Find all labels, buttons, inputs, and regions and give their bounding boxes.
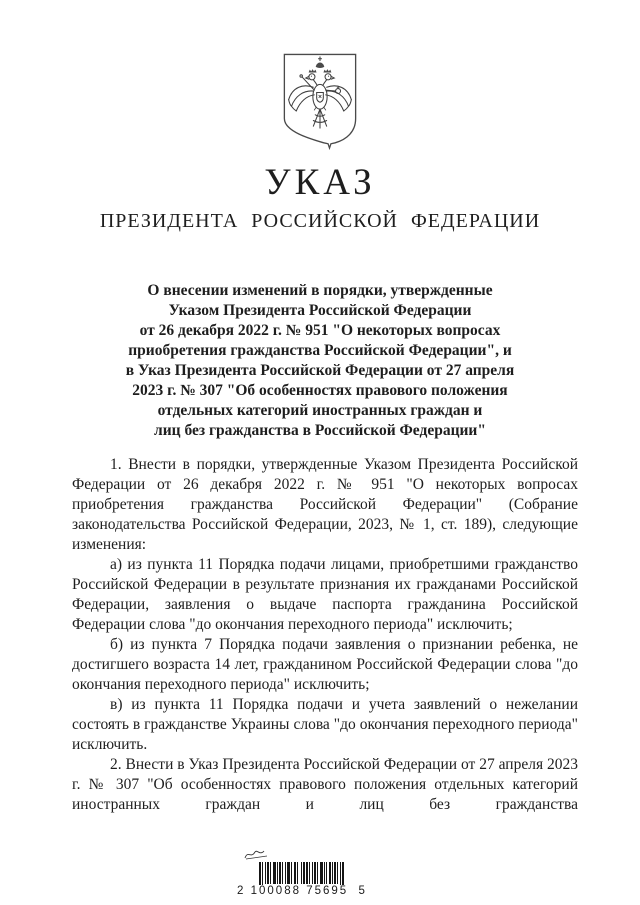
decree-clause-a: а) из пункта 11 Порядка подачи лицами, приобретшими гражданство Российской Федерации в результате признания их гражданами Российской Федерации, заявления о выдаче паспорта гражданина Российской Федерации слова "до окончания переходного периода" исключить; — [72, 556, 578, 633]
subject-line: О внесении изменений в порядки, утвержденные — [147, 282, 493, 299]
page-footer — [0, 847, 640, 897]
decree-clause-b: б) из пункта 7 Порядка подачи заявления о признании ребенка, не достигшего возраста 14 лет, гражданином Российской Федерации слова "до окончания переходного периода" исключить; — [72, 636, 578, 693]
subject-line: 2023 г. № 307 "Об особенностях правового положения — [132, 382, 508, 399]
ink-mark-icon — [243, 847, 273, 861]
subject-line: в Указ Президента Российской Федерации от 27 апреля — [125, 362, 515, 379]
decree-paragraph-1: 1. Внести в порядки, утвержденные Указом Президента Российской Федерации от 26 декабря 2022 г. № 951 "О некоторых вопросах приобретения гражданства Российской Федерации" (Собрание законодательства Российской Федерации, 2023, № 1, ст. 189), следующие изменения: — [72, 456, 578, 553]
subject-line: отдельных категорий иностранных граждан и — [157, 402, 483, 419]
decree-paragraph-2: 2. Внести в Указ Президента Российской Федерации от 27 апреля 2023 г. № 307 "Об особенностях правового положения отдельных категорий иностранных граждан и лиц без гражданства — [72, 756, 578, 813]
decree-body — [0, 455, 640, 815]
decree-issuer: ПРЕЗИДЕНТА РОССИЙСКОЙ ФЕДЕРАЦИИ — [99, 210, 541, 232]
decree-title: УКАЗ — [264, 162, 376, 203]
coat-of-arms-icon — [282, 52, 358, 151]
subject-line: от 26 декабря 2022 г. № 951 "О некоторых вопросах — [139, 322, 501, 339]
subject-line: приобретения гражданства Российской Федерации", и — [128, 342, 512, 359]
barcode-digits: 2 100088 75695 5 — [237, 885, 367, 897]
subject-line: лиц без гражданства в Российской Федерации" — [154, 422, 486, 439]
subject-line: Указом Президента Российской Федерации — [168, 302, 472, 319]
decree-clause-v: в) из пункта 11 Порядка подачи и учета заявлений о нежелании состоять в гражданстве Украины слова "до окончания переходного периода" исключить. — [72, 696, 578, 753]
decree-subject — [0, 281, 640, 441]
